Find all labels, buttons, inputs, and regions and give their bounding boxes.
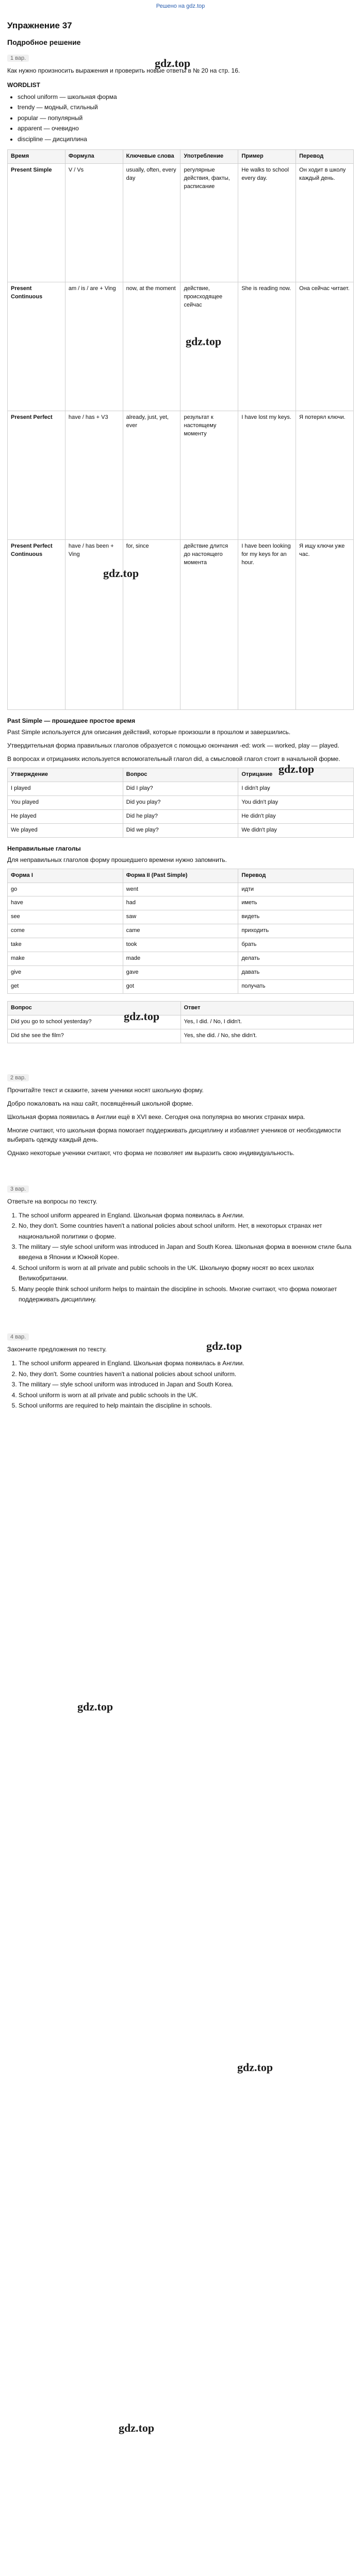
- task-text: Как нужно произносить выражения и проверить новые ответы в № 20 на стр. 16.: [7, 67, 240, 74]
- table-cell: Present Continuous: [8, 282, 65, 411]
- table-row: [8, 809, 354, 823]
- table-header: Время: [8, 149, 65, 163]
- table-cell: Did he play?: [123, 809, 238, 823]
- table-cell: Did you go to school yesterday?: [8, 1015, 181, 1029]
- task-block-2: [7, 1071, 354, 1095]
- table-cell: V / Vs: [65, 163, 123, 282]
- table-cell: действие, происходящее сейчас: [180, 282, 238, 411]
- list-item: 1. The school uniform appeared in England. Школьная форма появилась в Англии.: [19, 1210, 354, 1221]
- table-header: Вопрос: [123, 768, 238, 782]
- table-row: [8, 910, 354, 924]
- table-cell: I didn't play: [238, 782, 354, 795]
- solution-title: Подробное решение: [7, 38, 81, 46]
- list-item: 5. Many people think school uniform helps to maintain the discipline in schools. Многие считают, что форма помогает поддерживать дисциплину.: [19, 1284, 354, 1305]
- task-label: 4 вар.: [7, 1333, 29, 1341]
- table-header: Ответ: [180, 1002, 354, 1015]
- table-cell: Он ходит в школу каждый день.: [296, 163, 354, 282]
- table-cell: Она сейчас читает.: [296, 282, 354, 411]
- table-row: [8, 163, 354, 282]
- task-block-3: [7, 1182, 354, 1206]
- table-row: [8, 823, 354, 837]
- list-item: • trendy — модный, стильный: [18, 102, 354, 112]
- paragraph: Утвердительная форма правильных глаголов образуется с помощью окончания -ed: work — worked, play — played.: [7, 741, 339, 749]
- table-row: [8, 795, 354, 809]
- list-item: 5. School uniforms are required to help maintain the discipline in schools.: [19, 1400, 354, 1411]
- watermark: gdz.top: [119, 2421, 155, 2434]
- table-row: [8, 883, 354, 896]
- table-cell: Present Perfect Continuous: [8, 539, 65, 709]
- paragraph: Однако некоторые ученики считают, что форма не позволяет им выразить свою индивидуальность.: [7, 1149, 295, 1157]
- table-header: Вопрос: [8, 1002, 181, 1015]
- paragraph: Многие считают, что школьная форма помогает поддерживать дисциплину и избавляет учеников от необходимости выбирать одежду каждый день.: [7, 1126, 341, 1143]
- table-row: [8, 539, 354, 709]
- watermark: gdz.top: [206, 1340, 242, 1352]
- table-cell: for, since: [123, 539, 180, 709]
- table-row: [8, 980, 354, 994]
- table-row: [8, 1029, 354, 1043]
- table-row: [8, 938, 354, 952]
- table-cell: had: [123, 896, 238, 910]
- table-cell: take: [8, 938, 123, 952]
- table-cell: давать: [238, 966, 354, 980]
- table-cell: made: [123, 952, 238, 966]
- table-cell: регулярные действия, факты, расписание: [180, 163, 238, 282]
- watermark: gdz.top: [186, 335, 222, 348]
- table-cell: She is reading now.: [238, 282, 296, 411]
- task-text: Закончите предложения по тексту.: [7, 1346, 107, 1353]
- table-cell: Present Perfect: [8, 411, 65, 539]
- table-cell: We didn't play: [238, 823, 354, 837]
- list-item: 3. The military — style school uniform was introduced in Japan and South Korea.: [19, 1379, 354, 1389]
- table-cell: see: [8, 910, 123, 924]
- table-cell: Yes, she did. / No, she didn't.: [180, 1029, 354, 1043]
- watermark: gdz.top: [124, 1010, 160, 1023]
- table-header: Формула: [65, 149, 123, 163]
- table-cell: Present Simple: [8, 163, 65, 282]
- vocab-list: [7, 92, 354, 144]
- table-cell: took: [123, 938, 238, 952]
- list-item: • school uniform — школьная форма: [18, 92, 354, 102]
- spacer: [7, 1162, 354, 1182]
- watermark: gdz.top: [155, 57, 191, 70]
- table-cell: gave: [123, 966, 238, 980]
- list-item: 2. No, they don't. Some countries haven't a national policies about school uniform. Нет, в некоторых странах нет национальной политики о форме.: [19, 1221, 354, 1242]
- table-row: [8, 896, 354, 910]
- table-cell: Did you play?: [123, 795, 238, 809]
- table-header-row: [8, 1002, 354, 1015]
- table-header: Утверждение: [8, 768, 123, 782]
- watermark: gdz.top: [237, 2061, 273, 2074]
- table-header-row: [8, 149, 354, 163]
- table-cell: got: [123, 980, 238, 994]
- questions-table: [7, 1001, 354, 1043]
- answers-list-2: [7, 1358, 354, 1411]
- exercise-title: Упражнение 37: [7, 21, 72, 30]
- table-cell: I have been looking for my keys for an hour.: [238, 539, 296, 709]
- table-cell: Did I play?: [123, 782, 238, 795]
- table-row: [8, 966, 354, 980]
- table-row: [8, 924, 354, 938]
- table-header: Перевод: [296, 149, 354, 163]
- list-item: 1. The school uniform appeared in England. Школьная форма появилась в Англии.: [19, 1358, 354, 1368]
- table-cell: give: [8, 966, 123, 980]
- vocab-heading: WORDLIST: [7, 81, 40, 89]
- table-cell: usually, often, every day: [123, 163, 180, 282]
- list-item: • discipline — дисциплина: [18, 134, 354, 144]
- table-header: Ключевые слова: [123, 149, 180, 163]
- table-cell: come: [8, 924, 123, 938]
- paragraph: В вопросах и отрицаниях используется вспомогательный глагол did, а смысловой глагол стоит в начальной форме.: [7, 755, 340, 762]
- table-cell: He played: [8, 809, 123, 823]
- answers-list-1: [7, 1210, 354, 1305]
- table-cell: результат к настоящему моменту: [180, 411, 238, 539]
- table-cell: получать: [238, 980, 354, 994]
- spacer: [7, 1050, 354, 1071]
- watermark: gdz.top: [278, 762, 315, 775]
- past-simple-heading: Past Simple — прошедшее простое время: [7, 717, 136, 724]
- spacer: [7, 1310, 354, 1330]
- table-cell: go: [8, 883, 123, 896]
- paragraph: Для неправильных глаголов форму прошедшего времени нужно запомнить.: [7, 856, 227, 863]
- table-cell: делать: [238, 952, 354, 966]
- table-row: [8, 782, 354, 795]
- table-header: Форма II (Past Simple): [123, 869, 238, 883]
- table-cell: get: [8, 980, 123, 994]
- table-cell: приходить: [238, 924, 354, 938]
- task-text: Прочитайте текст и скажите, зачем ученики носят школьную форму.: [7, 1086, 204, 1094]
- list-item: 4. School uniform is worn at all private and public schools in the UK.: [19, 1390, 354, 1400]
- table-cell: видеть: [238, 910, 354, 924]
- table-cell: saw: [123, 910, 238, 924]
- list-item: 3. The military — style school uniform was introduced in Japan and South Korea. Школьная форма в военном стиле была введена в Японии и Южной Корее.: [19, 1242, 354, 1263]
- list-item: 4. School uniform is worn at all private and public schools in the UK. Школьную форму носят во всех школах Великобритании.: [19, 1263, 354, 1284]
- table-cell: have / has + V3: [65, 411, 123, 539]
- table-cell: He didn't play: [238, 809, 354, 823]
- list-item: 2. No, they don't. Some countries haven't a national policies about school uniform.: [19, 1369, 354, 1379]
- task-label: 3 вар.: [7, 1185, 29, 1193]
- table-row: [8, 411, 354, 539]
- table-cell: идти: [238, 883, 354, 896]
- table-cell: I played: [8, 782, 123, 795]
- table-row: [8, 282, 354, 411]
- table-cell: came: [123, 924, 238, 938]
- table-header: Перевод: [238, 869, 354, 883]
- table-row: [8, 952, 354, 966]
- table-header: Отрицание: [238, 768, 354, 782]
- table-cell: Did she see the film?: [8, 1029, 181, 1043]
- table-cell: иметь: [238, 896, 354, 910]
- table-cell: Did we play?: [123, 823, 238, 837]
- table-cell: Я ищу ключи уже час.: [296, 539, 354, 709]
- irregular-heading: Неправильные глаголы: [7, 844, 81, 852]
- task-block-4: [7, 1330, 354, 1354]
- table-cell: have / has been + Ving: [65, 539, 123, 709]
- task-text: Ответьте на вопросы по тексту.: [7, 1197, 97, 1205]
- list-item: • popular — популярный: [18, 113, 354, 123]
- table-header: Форма I: [8, 869, 123, 883]
- paragraph: Добро пожаловать на наш сайт, посвящённый школьной форме.: [7, 1099, 193, 1107]
- tenses-table: [7, 149, 354, 710]
- table-cell: make: [8, 952, 123, 966]
- paragraph: Школьная форма появилась в Англии ещё в XVI веке. Сегодня она популярна во многих странах мира.: [7, 1113, 305, 1121]
- table-cell: went: [123, 883, 238, 896]
- table-cell: have: [8, 896, 123, 910]
- paragraph: Past Simple используется для описания действий, которые произошли в прошлом и завершились.: [7, 728, 291, 736]
- table-row: [8, 1015, 354, 1029]
- table-cell: Я потерял ключи.: [296, 411, 354, 539]
- task-label: 1 вар.: [7, 55, 29, 62]
- watermark: gdz.top: [103, 567, 139, 580]
- table-cell: He walks to school every day.: [238, 163, 296, 282]
- table-cell: Yes, I did. / No, I didn't.: [180, 1015, 354, 1029]
- table-header-row: [8, 869, 354, 883]
- table-cell: I have lost my keys.: [238, 411, 296, 539]
- table-cell: You played: [8, 795, 123, 809]
- table-cell: now, at the moment: [123, 282, 180, 411]
- past-simple-table: [7, 768, 354, 838]
- table-header: Пример: [238, 149, 296, 163]
- table-cell: действие длится до настоящего момента: [180, 539, 238, 709]
- table-header: Употребление: [180, 149, 238, 163]
- task-label: 2 вар.: [7, 1074, 29, 1081]
- list-item: • apparent — очевидно: [18, 123, 354, 133]
- table-cell: am / is / are + Ving: [65, 282, 123, 411]
- table-cell: брать: [238, 938, 354, 952]
- top-link[interactable]: Решено на gdz.top: [156, 3, 205, 9]
- table-cell: We played: [8, 823, 123, 837]
- table-cell: already, just, yet, ever: [123, 411, 180, 539]
- table-cell: You didn't play: [238, 795, 354, 809]
- irregular-verbs-table: [7, 869, 354, 994]
- watermark: gdz.top: [77, 1700, 113, 1713]
